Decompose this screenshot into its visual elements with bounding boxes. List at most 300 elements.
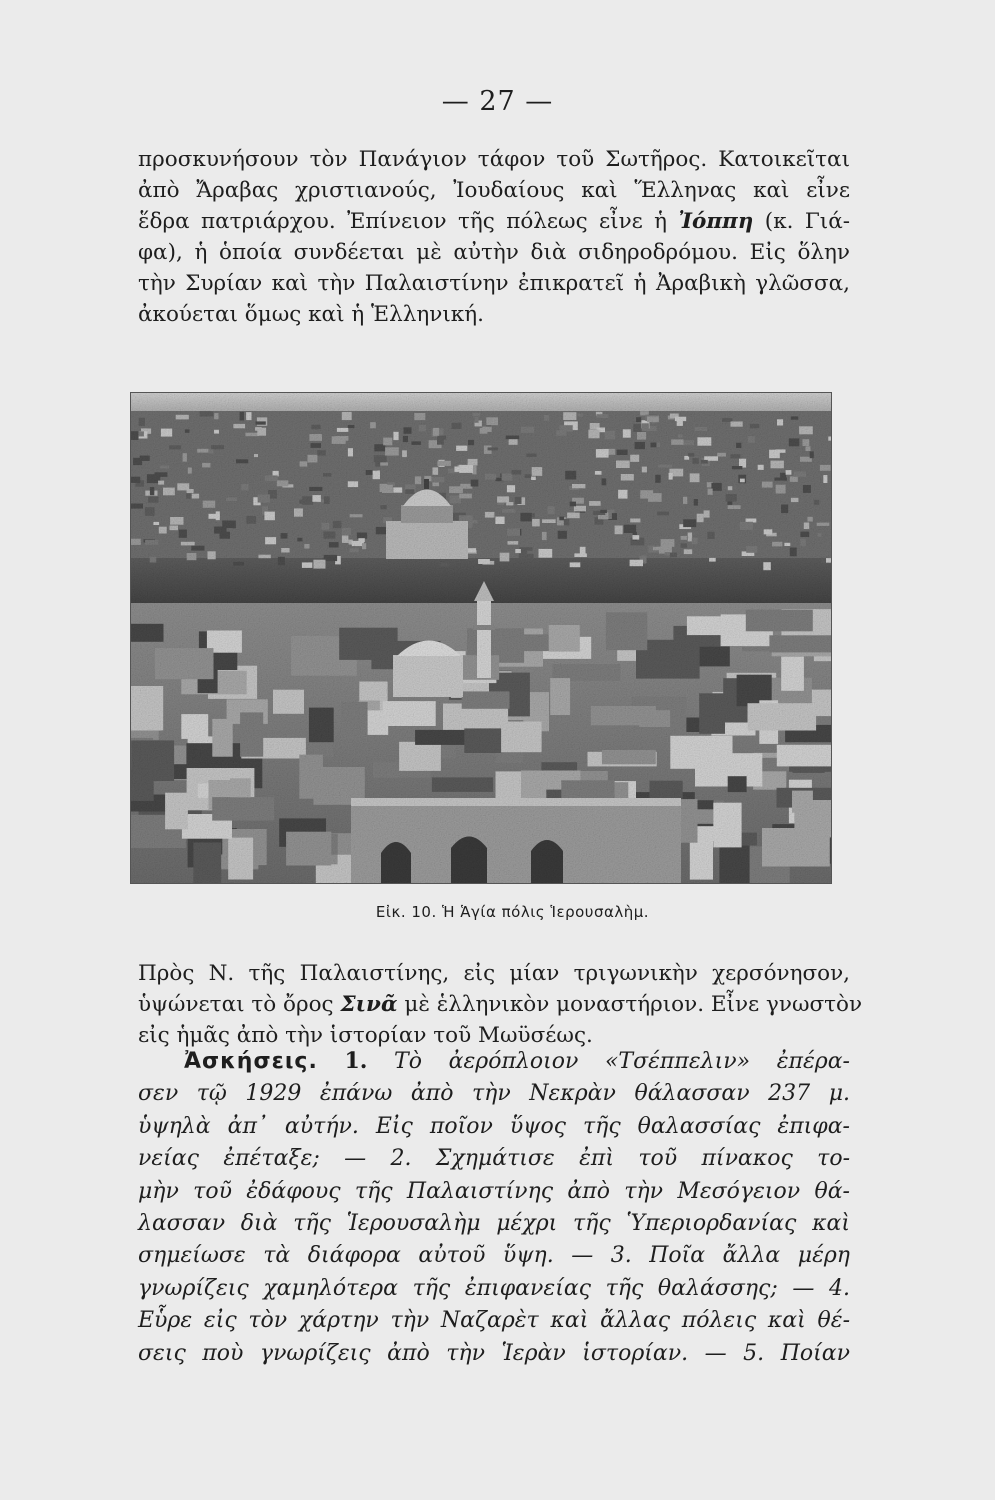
text-line bbox=[138, 1045, 850, 1078]
photo-building bbox=[208, 551, 216, 559]
text-line: φα), ἡ ὁποία συνδέεται μὲ αὐτὴν διὰ σιδηροδρόμου. Εἰς ὅλην bbox=[138, 240, 850, 265]
photo-building bbox=[740, 522, 753, 530]
photo-building bbox=[245, 433, 258, 437]
photo-building bbox=[709, 558, 716, 562]
photo-building bbox=[294, 508, 303, 516]
photo-building bbox=[675, 417, 686, 421]
photo-building bbox=[415, 476, 421, 484]
photo-building bbox=[414, 413, 425, 420]
photo-building bbox=[192, 494, 199, 499]
photo-building bbox=[806, 446, 811, 451]
photo-building bbox=[658, 465, 672, 468]
photo-building bbox=[214, 430, 219, 434]
photo-building bbox=[789, 438, 800, 446]
photo-building bbox=[563, 412, 576, 420]
text-line: σημείωσε τὰ διάφορα αὐτοῦ ὕψη. — 3. Ποῖα ἄλλα μέρη bbox=[138, 1243, 850, 1269]
photo-building bbox=[259, 555, 271, 559]
photo-building bbox=[473, 413, 481, 417]
photo-building bbox=[497, 496, 509, 502]
photo-building bbox=[462, 691, 510, 708]
photo-building bbox=[337, 428, 348, 432]
photo-building bbox=[690, 473, 700, 482]
photo-building bbox=[257, 428, 266, 436]
text-line: προσκυνήσουν τὸν Πανάγιον τάφον τοῦ Σωτῆρος. Κατοικεῖται bbox=[138, 147, 850, 172]
photo-building bbox=[246, 516, 256, 524]
photo-building bbox=[539, 549, 553, 558]
photo-building bbox=[588, 430, 599, 439]
photo-building bbox=[542, 532, 547, 540]
photo-building bbox=[512, 470, 522, 475]
photo-building bbox=[339, 628, 397, 660]
photo-building bbox=[595, 471, 602, 475]
sinai-paragraph bbox=[138, 958, 863, 1051]
photo-building bbox=[312, 495, 321, 502]
photo-building bbox=[807, 517, 812, 522]
photo-building bbox=[565, 471, 576, 480]
photo-building bbox=[508, 541, 519, 545]
photo-building bbox=[750, 424, 759, 428]
photo-building bbox=[544, 415, 549, 421]
photo-building bbox=[403, 436, 408, 442]
photo-building bbox=[532, 519, 540, 526]
photo-building bbox=[558, 531, 567, 539]
photo-building bbox=[362, 543, 366, 549]
photo-building bbox=[688, 533, 692, 542]
photo-building bbox=[433, 428, 439, 436]
photo-building bbox=[814, 500, 819, 505]
photo-building bbox=[139, 418, 145, 426]
text-line: λασσαν διὰ τῆς Ἱερουσαλὴμ μέχρι τῆς Ὑπεριορδανίας καὶ bbox=[138, 1211, 850, 1237]
photo-building bbox=[597, 414, 609, 418]
photo-building bbox=[140, 456, 150, 462]
photo-building bbox=[309, 434, 322, 441]
photo-building bbox=[153, 522, 159, 525]
photo-building bbox=[502, 473, 513, 480]
photo-building bbox=[281, 548, 289, 553]
photo-building bbox=[179, 530, 187, 538]
photo-building bbox=[432, 482, 439, 486]
photo-building bbox=[240, 712, 263, 756]
photo-building bbox=[393, 487, 402, 492]
photo-building bbox=[258, 494, 270, 502]
text-line: ὑψηλὰ ἀπ᾽ αὐτήν. Εἰς ποῖον ὕψος τῆς θαλασσίας ἐπιφα- bbox=[138, 1113, 850, 1139]
photo-building bbox=[791, 498, 799, 502]
text-segment: (κ. Γιά- bbox=[753, 209, 850, 234]
photo-building bbox=[456, 446, 467, 451]
photo-building bbox=[370, 422, 376, 428]
photo-building bbox=[348, 425, 355, 428]
photo-building bbox=[502, 509, 515, 513]
photo-building bbox=[264, 512, 275, 521]
photo-building bbox=[203, 501, 216, 508]
photo-building bbox=[145, 540, 158, 545]
photo-building bbox=[730, 454, 740, 458]
photo-building bbox=[790, 548, 797, 557]
photo-building bbox=[191, 546, 204, 551]
photo-building bbox=[633, 535, 640, 540]
photo-building bbox=[380, 505, 386, 509]
photo-building bbox=[637, 432, 646, 440]
photo-building bbox=[311, 443, 322, 448]
text-line: Πρὸς Ν. τῆς Παλαιστίνης, εἰς μίαν τριγωνικὴν χερσόνησον, bbox=[138, 961, 850, 986]
photo-building bbox=[437, 437, 444, 445]
photo-building bbox=[150, 487, 154, 495]
text-line: σεν τῷ 1929 ἐπάνω ἀπὸ τὴν Νεκρὰν θάλασσαν 237 μ. bbox=[138, 1081, 850, 1107]
photo-building bbox=[758, 465, 764, 470]
photo-distant-city bbox=[131, 411, 832, 571]
photo-building bbox=[589, 501, 601, 506]
photo-building bbox=[670, 736, 732, 769]
photo-building bbox=[828, 437, 832, 441]
photo-building bbox=[373, 471, 380, 480]
photo-building bbox=[486, 417, 498, 425]
photo-building bbox=[694, 499, 698, 506]
photo-building bbox=[688, 453, 694, 457]
photo-building bbox=[468, 440, 474, 445]
photo-building bbox=[804, 523, 809, 530]
photo-building bbox=[559, 425, 572, 432]
photo-building bbox=[746, 610, 813, 632]
photo-building bbox=[820, 465, 831, 471]
photo-building bbox=[651, 443, 657, 448]
photo-building bbox=[800, 539, 806, 547]
photo-building bbox=[459, 494, 472, 499]
photo-building bbox=[236, 459, 248, 463]
photo-building bbox=[732, 466, 743, 469]
photo-building bbox=[570, 502, 576, 507]
photo-building bbox=[818, 533, 822, 537]
photo-building bbox=[228, 838, 253, 880]
photo-building bbox=[299, 755, 323, 799]
photo-building bbox=[707, 532, 714, 539]
photo-building bbox=[241, 484, 248, 491]
photo-building bbox=[470, 520, 478, 523]
photo-building bbox=[449, 486, 463, 493]
photo-building bbox=[240, 412, 244, 421]
photo-building bbox=[621, 474, 634, 481]
photo-building bbox=[200, 411, 211, 416]
photo-building bbox=[131, 477, 140, 483]
photo-building bbox=[145, 507, 155, 516]
photo-building bbox=[630, 455, 639, 462]
photo-building bbox=[317, 450, 325, 456]
photo-building bbox=[212, 719, 232, 757]
photo-building bbox=[170, 526, 179, 531]
photo-building bbox=[357, 533, 367, 539]
photo-building bbox=[302, 496, 313, 504]
photo-building bbox=[342, 528, 351, 535]
photo-building bbox=[131, 539, 141, 545]
photo-building bbox=[704, 510, 710, 517]
photo-building bbox=[639, 710, 670, 727]
photo-building bbox=[697, 514, 704, 523]
page-number: — 27 — bbox=[441, 86, 554, 117]
photo-building bbox=[719, 846, 749, 884]
photo-building bbox=[349, 548, 358, 552]
photo-building bbox=[507, 528, 520, 535]
photo-building bbox=[580, 547, 586, 554]
photo-building bbox=[165, 793, 188, 830]
photo-building bbox=[776, 485, 786, 494]
sinai-term: Σινᾶ bbox=[340, 992, 398, 1017]
photo-building bbox=[799, 426, 813, 434]
photo-building bbox=[185, 429, 190, 432]
photo-building bbox=[187, 489, 194, 493]
photo-building bbox=[564, 519, 570, 525]
photo-building bbox=[385, 447, 399, 455]
photo-building bbox=[323, 473, 331, 477]
photo-building bbox=[786, 470, 792, 475]
photo-building bbox=[692, 458, 698, 464]
photo-building bbox=[746, 546, 757, 553]
photo-building bbox=[711, 483, 721, 491]
photo-building bbox=[193, 843, 221, 885]
photo-building bbox=[322, 523, 330, 530]
photo-building bbox=[684, 549, 692, 554]
photo-building bbox=[728, 776, 747, 792]
photo-building bbox=[158, 481, 164, 485]
photo-building bbox=[216, 511, 220, 520]
photo-building bbox=[197, 449, 209, 453]
photo-building bbox=[692, 538, 698, 544]
text-line: γνωρίζεις χαμηλότερα τῆς ἐπιφανείας τῆς θαλάσσης; — 4. bbox=[138, 1275, 850, 1301]
photo-building bbox=[348, 448, 353, 456]
photo-building bbox=[630, 519, 640, 523]
photo-building bbox=[803, 485, 811, 493]
photo-building bbox=[803, 439, 810, 446]
photo-building bbox=[485, 512, 495, 518]
photo-building bbox=[405, 489, 414, 494]
photo-building bbox=[131, 431, 138, 440]
photo-building bbox=[731, 422, 743, 427]
photo-building bbox=[226, 498, 237, 502]
photo-building bbox=[278, 557, 285, 565]
photo-building bbox=[329, 542, 339, 547]
photo-building bbox=[155, 648, 214, 679]
photo-building bbox=[169, 445, 181, 449]
photo-building bbox=[341, 702, 368, 739]
text-line bbox=[138, 989, 863, 1020]
photo-building bbox=[726, 494, 737, 502]
photo-building bbox=[214, 527, 227, 534]
photo-building bbox=[774, 478, 787, 481]
jerusalem-photograph bbox=[130, 392, 832, 884]
photo-building bbox=[150, 557, 157, 563]
photo-building bbox=[335, 436, 348, 441]
photo-building bbox=[393, 432, 398, 440]
photo-building bbox=[657, 512, 669, 516]
text-segment: Τὸ ἀερόπλοιον «Τσέππελιν» ἐπέρα- bbox=[367, 1049, 850, 1074]
photo-building bbox=[623, 429, 631, 437]
photo-building bbox=[762, 828, 830, 867]
photo-building bbox=[488, 447, 498, 450]
text-segment: μὲ ἑλληνικὸν μοναστήριον. Εἶνε γνωστὸν bbox=[397, 992, 863, 1017]
photo-building bbox=[763, 562, 771, 570]
text-line: μὴν τοῦ ἐδάφους τῆς Παλαιστίνης ἀπὸ τὴν Μεσόγειον θά- bbox=[138, 1178, 850, 1204]
photo-building bbox=[615, 526, 623, 535]
photo-building bbox=[304, 544, 309, 549]
photo-building bbox=[520, 513, 531, 522]
text-line bbox=[138, 206, 850, 237]
photo-building bbox=[527, 454, 537, 458]
photo-building bbox=[161, 429, 172, 437]
photo-building bbox=[647, 416, 659, 422]
photo-building bbox=[208, 449, 213, 453]
photo-building bbox=[570, 562, 581, 567]
photo-building bbox=[817, 523, 830, 526]
photo-building bbox=[794, 472, 806, 477]
photo-building bbox=[383, 701, 436, 726]
photo-building bbox=[464, 728, 501, 753]
photo-building bbox=[605, 431, 616, 440]
photo-building bbox=[777, 419, 783, 425]
photo-building bbox=[160, 466, 169, 469]
text-segment: ἕδρα πατριάρχου. Ἐπίνειον τῆς πόλεως εἶνε ἡ bbox=[138, 209, 679, 234]
text-line: ἀπὸ Ἄραβας χριστιανούς, Ἰουδαίους καὶ Ἕλληνας καὶ εἶνε bbox=[138, 178, 850, 203]
photo-building bbox=[432, 777, 493, 792]
photo-building bbox=[642, 467, 647, 473]
photo-building bbox=[653, 547, 661, 550]
photo-building bbox=[681, 536, 687, 540]
photo-building bbox=[478, 559, 490, 564]
text-line: τὴν Συρίαν καὶ τὴν Παλαιστίνην ἐπικρατεῖ ἡ Ἀραβικὴ γλῶσσα, bbox=[138, 271, 850, 296]
joppa-term: Ἰόππη bbox=[678, 209, 754, 234]
photo-building bbox=[419, 425, 426, 432]
photo-building bbox=[769, 635, 832, 652]
photo-building bbox=[515, 549, 521, 553]
photo-building bbox=[762, 482, 773, 488]
text-segment: ὑψώνεται τὸ ὄρος bbox=[138, 992, 341, 1017]
photo-building bbox=[635, 442, 645, 449]
photo-building bbox=[404, 427, 412, 434]
photo-building bbox=[323, 532, 335, 539]
photo-building bbox=[273, 690, 304, 714]
photo-building bbox=[309, 708, 334, 743]
photo-building bbox=[411, 441, 421, 445]
photo-building bbox=[713, 803, 741, 848]
photo-building bbox=[131, 624, 164, 642]
photo-building bbox=[437, 461, 451, 466]
photo-building bbox=[781, 657, 804, 691]
photo-building bbox=[254, 454, 258, 457]
photo-building bbox=[468, 459, 478, 466]
photo-building bbox=[131, 716, 162, 730]
photo-building bbox=[574, 506, 586, 512]
text-line: εἰς ἡμᾶς ἀπὸ τὴν ἱστορίαν τοῦ Μωϋσέως. bbox=[138, 1023, 593, 1048]
photo-building bbox=[230, 778, 251, 797]
text-line: ἀκούεται ὅμως καὶ ἡ Ἑλληνική. bbox=[138, 302, 484, 327]
photo-building bbox=[176, 415, 189, 420]
photo-building bbox=[350, 514, 363, 517]
photo-building bbox=[214, 413, 218, 419]
photo-building bbox=[728, 505, 741, 509]
photo-building bbox=[618, 490, 627, 499]
photo-building bbox=[211, 445, 224, 449]
photo-building bbox=[701, 460, 708, 464]
photo-building bbox=[624, 525, 636, 533]
text-line: Εὗρε εἰς τὸν χάρτην τὴν Ναζαρὲτ καὶ ἄλλας πόλεις καὶ θέ- bbox=[138, 1308, 850, 1334]
photo-building bbox=[655, 475, 660, 483]
photo-building bbox=[784, 543, 790, 546]
photo-building bbox=[617, 450, 628, 455]
text-line: σεις ποὺ γνωρίζεις ἀπὸ τὴν Ἱερὰν ἱστορίαν. — 5. Ποίαν bbox=[138, 1340, 850, 1366]
photo-building bbox=[775, 449, 785, 452]
photo-building bbox=[265, 537, 276, 544]
photo-building bbox=[748, 703, 817, 730]
photo-building bbox=[459, 465, 473, 473]
photo-building bbox=[690, 839, 713, 879]
photo-building bbox=[382, 485, 393, 493]
photo-building bbox=[246, 412, 251, 420]
photo-building bbox=[678, 435, 683, 438]
photo-building bbox=[333, 521, 341, 528]
photo-building bbox=[548, 506, 555, 514]
photo-building bbox=[800, 532, 809, 537]
intro-paragraph bbox=[138, 144, 850, 330]
photo-building bbox=[131, 504, 143, 509]
photo-building bbox=[281, 533, 288, 539]
foreground-building bbox=[351, 798, 681, 884]
photo-building bbox=[506, 436, 520, 440]
photo-building bbox=[475, 417, 479, 423]
photo-building bbox=[617, 649, 638, 661]
photo-building bbox=[600, 510, 607, 513]
photo-building bbox=[309, 487, 322, 491]
photo-building bbox=[736, 443, 741, 448]
photo-building bbox=[471, 480, 479, 487]
photo-building bbox=[342, 412, 352, 420]
photo-building bbox=[670, 553, 677, 558]
photo-building bbox=[519, 547, 532, 551]
photo-building bbox=[495, 517, 504, 524]
photo-building bbox=[740, 479, 745, 483]
photo-building bbox=[792, 791, 813, 813]
photo-building bbox=[777, 745, 832, 767]
photo-building bbox=[606, 612, 647, 650]
photo-building bbox=[561, 780, 614, 798]
photo-building bbox=[507, 485, 515, 492]
photo-building bbox=[572, 484, 585, 488]
photo-building bbox=[542, 519, 556, 523]
photo-building bbox=[308, 455, 318, 463]
photo-building bbox=[567, 513, 580, 519]
photo-building bbox=[342, 536, 349, 543]
photo-building bbox=[532, 467, 543, 476]
photo-building bbox=[596, 449, 609, 458]
photo-building bbox=[772, 542, 782, 547]
photo-building bbox=[265, 475, 278, 481]
photo-building bbox=[302, 562, 313, 568]
photo-building bbox=[313, 560, 325, 569]
photo-building bbox=[823, 475, 827, 483]
photo-building bbox=[642, 423, 649, 431]
photo-building bbox=[521, 427, 534, 433]
photo-building bbox=[636, 417, 641, 422]
photo-building bbox=[764, 529, 773, 534]
photo-building bbox=[810, 451, 814, 458]
photo-building bbox=[669, 473, 673, 480]
exercise-number: 1. bbox=[344, 1048, 368, 1074]
photo-building bbox=[683, 440, 694, 445]
exercises-heading: Ἀσκήσεις. bbox=[184, 1049, 318, 1074]
photo-building bbox=[683, 519, 696, 527]
photo-building bbox=[233, 562, 244, 566]
photo-building bbox=[681, 543, 687, 547]
photo-building bbox=[277, 480, 289, 486]
photo-building bbox=[485, 474, 496, 480]
photo-building bbox=[297, 538, 302, 542]
photo-building bbox=[324, 496, 330, 504]
